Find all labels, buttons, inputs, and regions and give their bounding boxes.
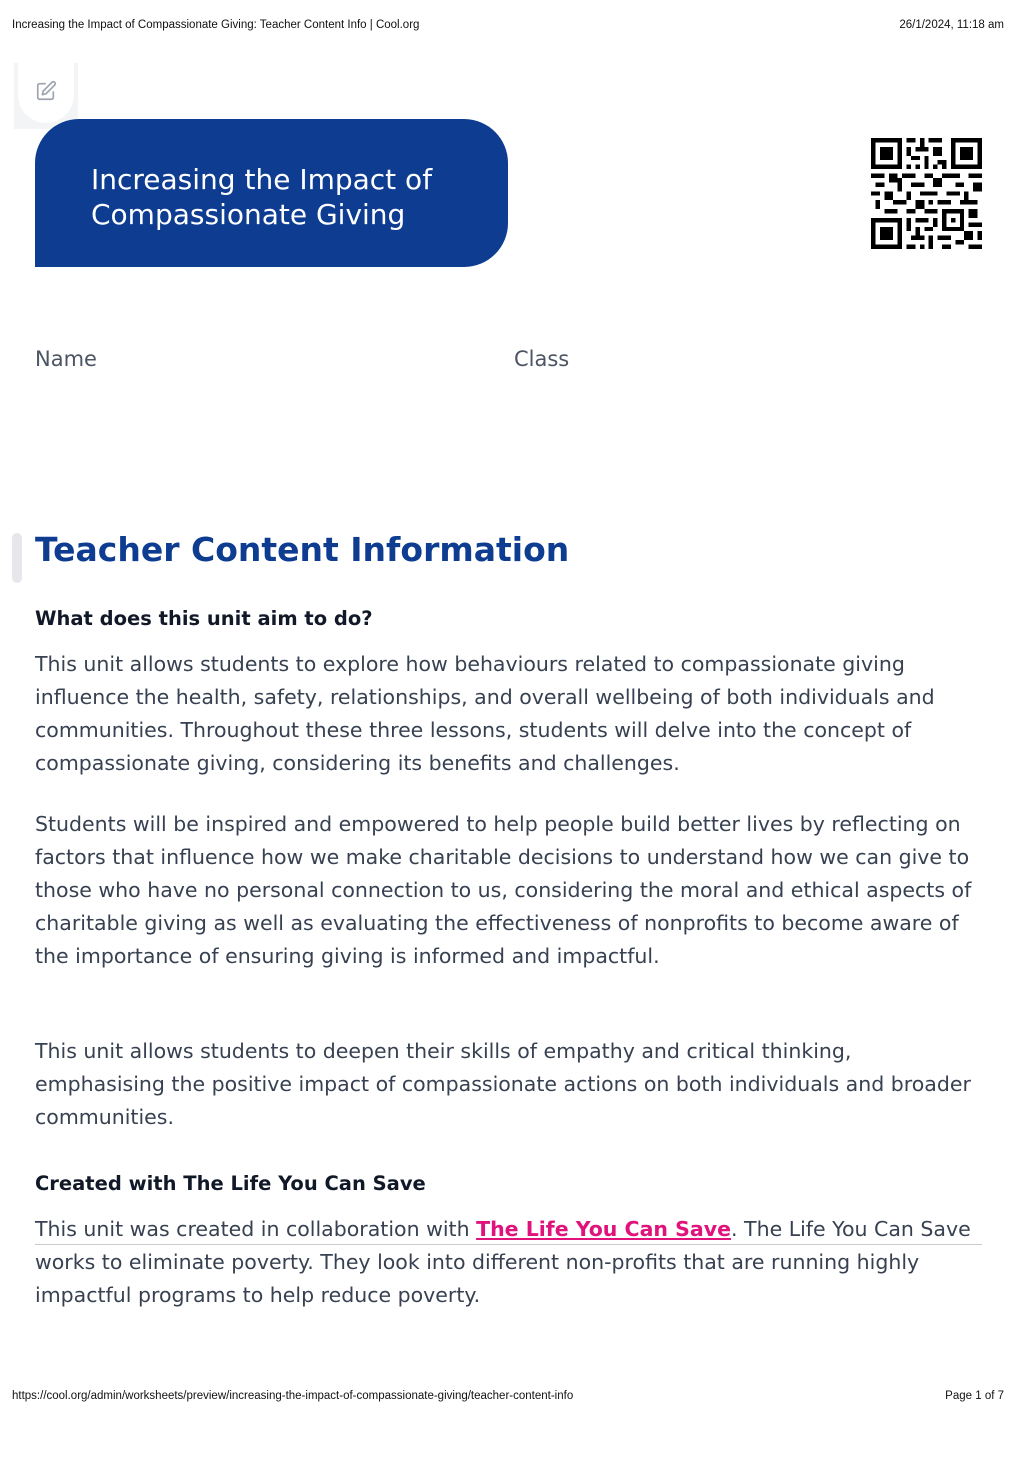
aim-paragraph-1: This unit allows students to explore how behaviours related to compassionate giving influence the health, safety, relationships, and overall wellbeing of both individuals and communities. Throughout these three lessons, students will delve into the concept of compassionate giving, considering its benefits and challenges. <box>35 652 935 775</box>
aim-paragraph-2: Students will be inspired and empowered to help people build better lives by reflecting on factors that influence how we make charitable decisions to understand how we can give to those who have no personal connection to us, considering the moral and ethical aspects of charitable giving as well as evaluating the effectiveness of nonprofits to become aware of the importance of ensuring giving is informed and impactful. <box>35 812 972 968</box>
worksheet-title: Increasing the Impact of Compassionate Giving <box>91 162 433 231</box>
title-banner <box>35 119 508 267</box>
page-indicator: Page 1 of 7 <box>945 1390 1004 1402</box>
page-url: https://cool.org/admin/worksheets/preview/increasing-the-impact-of-compassionate-giving/teacher-content-info <box>12 1390 574 1402</box>
name-field-label: Name <box>35 347 97 371</box>
print-datetime: 26/1/2024, 11:18 am <box>899 19 1004 31</box>
document-title: Increasing the Impact of Compassionate Giving: Teacher Content Info | Cool.org <box>12 19 420 31</box>
print-header <box>12 19 1004 31</box>
print-footer <box>12 1390 1004 1402</box>
section-title: Teacher Content Information <box>35 530 570 569</box>
qr-code-icon <box>871 138 982 249</box>
section-drag-handle[interactable] <box>12 533 22 583</box>
collaboration-paragraph <box>35 1213 985 1312</box>
edit-button[interactable] <box>18 63 74 123</box>
text-underline-rule <box>35 1244 982 1245</box>
aim-paragraph-3: This unit allows students to deepen their skills of empathy and critical thinking, emphasising the positive impact of compassionate actions on both individuals and broader communities. <box>35 1039 971 1129</box>
aim-heading: What does this unit aim to do? <box>35 607 373 630</box>
edit-icon <box>35 80 57 102</box>
life-you-can-save-link[interactable]: The Life You Can Save <box>476 1217 732 1241</box>
collaboration-text-after: . The Life You Can Save works to eliminate poverty. They look into different non-profits that are running highly impactful programs to help reduce poverty. <box>35 1217 971 1307</box>
collaboration-text-before: This unit was created in collaboration with <box>35 1217 477 1241</box>
created-with-heading: Created with The Life You Can Save <box>35 1172 426 1195</box>
class-field-label: Class <box>514 347 570 371</box>
